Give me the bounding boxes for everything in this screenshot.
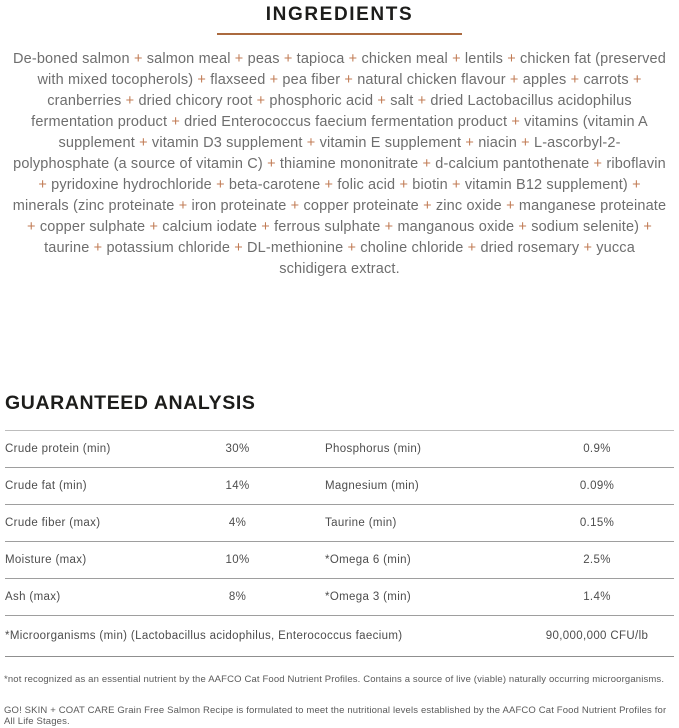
- nutrient-label: Ash (max): [5, 591, 61, 603]
- nutrient-label: Crude protein (min): [5, 443, 111, 455]
- nutrient-value: 0.15%: [579, 517, 615, 529]
- plus-separator: +: [423, 198, 432, 214]
- nutrient-label: *Omega 3 (min): [325, 591, 412, 603]
- plus-separator: +: [511, 114, 520, 130]
- nutrient-value: 0.9%: [583, 443, 611, 455]
- nutrient-value: 30%: [225, 443, 250, 455]
- plus-separator: +: [348, 51, 358, 67]
- nutrient-label: Crude fat (min): [5, 480, 87, 492]
- table-row: [5, 431, 674, 468]
- table-row: [5, 468, 674, 505]
- plus-separator: +: [139, 135, 148, 151]
- plus-separator: +: [234, 51, 244, 67]
- plus-separator: +: [518, 219, 527, 235]
- nutrient-label: *Omega 6 (min): [325, 554, 412, 566]
- plus-separator: +: [521, 135, 530, 151]
- nutrient-label: Taurine (min): [325, 517, 397, 529]
- plus-separator: +: [583, 240, 593, 256]
- plus-separator: +: [417, 93, 427, 109]
- plus-separator: +: [452, 51, 461, 67]
- plus-separator: +: [306, 135, 316, 151]
- plus-separator: +: [27, 219, 36, 235]
- plus-separator: +: [216, 177, 225, 193]
- plus-separator: +: [269, 72, 279, 88]
- plus-separator: +: [171, 114, 180, 130]
- guaranteed-analysis-title: GUARANTEED ANALYSIS: [5, 392, 256, 414]
- ingredients-title: INGREDIENTS: [265, 4, 414, 25]
- nutrient-value: 10%: [225, 554, 250, 566]
- plus-separator: +: [593, 156, 603, 172]
- nutrient-value: 90,000,000 CFU/lb: [545, 630, 649, 642]
- title-underline-rule: [217, 33, 462, 35]
- plus-separator: +: [506, 198, 515, 214]
- nutrient-value: 1.4%: [583, 591, 611, 603]
- ingredients-paragraph: De-boned salmon + salmon meal + peas + tapioca + chicken meal + lentils + chicken fat (preserved with mixed tocopherols) + flaxseed + pea fiber + natural chicken flavour + apples + carrots + cranberries + dried chicory root + phosphoric acid + salt + dried Lactobacillus acidophilus fermentation product + dried Enterococcus faecium fermentation product + vitamins (vitamin A supplement + vitamin D3 supplement + vitamin E supplement + niacin + L-ascorbyl-2-polyphosphate (a source of vitamin C) + thiamine mononitrate + d-calcium pantothenate + riboflavin + pyridoxine hydrochloride + beta-carotene + folic acid + biotin + vitamin B12 supplement) + minerals (zinc proteinate + iron proteinate + copper proteinate + zinc oxide + manganese proteinate + copper sulphate + calcium iodate + ferrous sulphate + manganous oxide + sodium selenite) + taurine + potassium chloride + DL-methionine + choline chloride + dried rosemary + yucca schidigera extract.: [12, 51, 667, 277]
- nutrient-value: 0.09%: [579, 480, 615, 492]
- plus-separator: +: [465, 135, 474, 151]
- plus-separator: +: [234, 240, 243, 256]
- plus-separator: +: [377, 93, 387, 109]
- nutrient-value: 14%: [225, 480, 250, 492]
- nutrient-label: Crude fiber (max): [5, 517, 101, 529]
- plus-separator: +: [290, 198, 300, 214]
- plus-separator: +: [38, 177, 47, 193]
- plus-separator: +: [261, 219, 270, 235]
- plus-separator: +: [452, 177, 461, 193]
- plus-separator: +: [467, 240, 477, 256]
- guaranteed-analysis-table: [5, 430, 674, 657]
- plus-separator: +: [125, 93, 135, 109]
- nutrient-value: 4%: [228, 517, 247, 529]
- nutrient-value: 8%: [228, 591, 247, 603]
- table-row: [5, 579, 674, 616]
- plus-separator: +: [632, 177, 641, 193]
- plus-separator: +: [399, 177, 409, 193]
- plus-separator: +: [93, 240, 103, 256]
- plus-separator: +: [267, 156, 276, 172]
- plus-separator: +: [178, 198, 188, 214]
- plus-separator: +: [643, 219, 652, 235]
- plus-separator: +: [384, 219, 394, 235]
- footnote-asterisk: *not recognized as an essential nutrient by the AAFCO Cat Food Nutrient Profiles. Contains a source of live (viable) naturally occurring microorganisms.: [4, 674, 665, 685]
- nutrient-label: Moisture (max): [5, 554, 87, 566]
- plus-separator: +: [507, 51, 516, 67]
- plus-separator: +: [344, 72, 354, 88]
- table-row: [5, 542, 674, 579]
- plus-separator: +: [422, 156, 432, 172]
- plus-separator: +: [570, 72, 580, 88]
- nutrition-label-page: [0, 4, 679, 727]
- table-row: [5, 505, 674, 542]
- plus-separator: +: [256, 93, 266, 109]
- plus-separator: +: [133, 51, 143, 67]
- nutrient-label: Magnesium (min): [325, 480, 420, 492]
- plus-separator: +: [149, 219, 159, 235]
- plus-separator: +: [632, 72, 642, 88]
- table-row-microorganisms: [5, 616, 674, 656]
- nutrient-label: Phosphorus (min): [325, 443, 422, 455]
- plus-separator: +: [324, 177, 334, 193]
- plus-separator: +: [509, 72, 519, 88]
- nutrient-value: 2.5%: [583, 554, 611, 566]
- footnote-aafco: GO! SKIN + COAT CARE Grain Free Salmon Recipe is formulated to meet the nutritional levels established by the AAFCO Cat Food Nutrient Profiles for All Life Stages.: [4, 704, 667, 727]
- plus-separator: +: [347, 240, 357, 256]
- plus-separator: +: [197, 72, 207, 88]
- nutrient-label: *Microorganisms (min) (Lactobacillus acidophilus, Enterococcus faecium): [5, 630, 403, 642]
- plus-separator: +: [283, 51, 293, 67]
